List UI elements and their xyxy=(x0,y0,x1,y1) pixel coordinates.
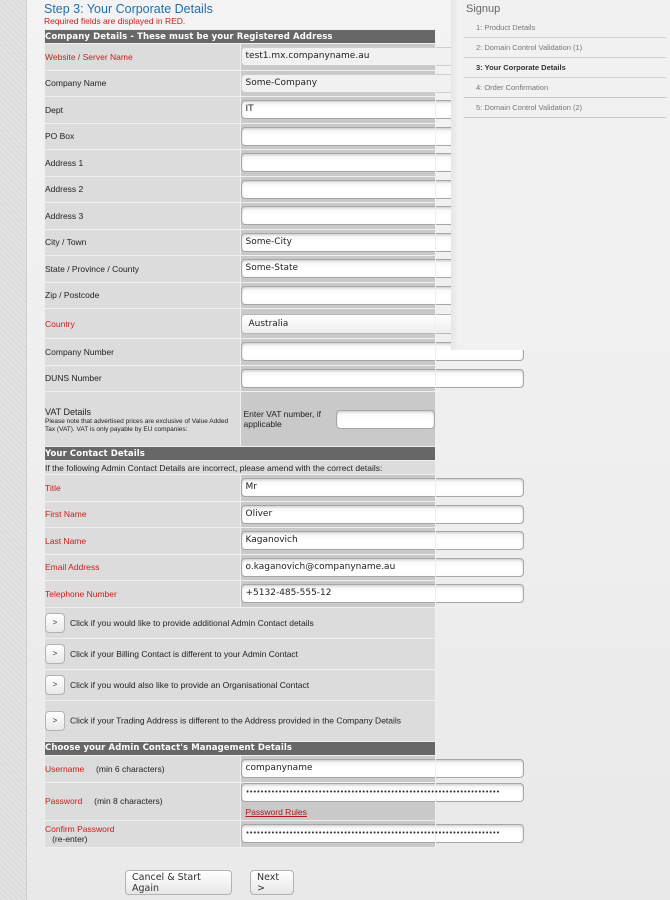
password-field[interactable]: •••••••••••••••••••••••••••••••••••••••••••••••••••••••••••••••••••••• xyxy=(241,783,524,802)
city-field[interactable]: Some-City xyxy=(241,233,524,252)
toggle-billing-text: Click if your Billing Contact is different to your Admin Contact xyxy=(70,648,299,659)
contact-intro-row xyxy=(45,461,436,475)
row-po-box xyxy=(45,123,436,150)
title-label: Title xyxy=(45,475,241,502)
row-company-name xyxy=(45,70,436,97)
state-label: State / Province / County xyxy=(45,256,241,283)
website-field: test1.mx.companyname.au xyxy=(241,47,524,66)
row-email xyxy=(45,554,436,581)
confirm-password-label: Confirm Password xyxy=(45,823,115,834)
expand-billing-contact-button[interactable]: > xyxy=(45,644,65,664)
row-first-name xyxy=(45,501,436,528)
city-label: City / Town xyxy=(45,229,241,256)
row-dept xyxy=(45,97,436,124)
country-select[interactable] xyxy=(241,314,485,334)
cancel-start-again-button[interactable]: Cancel & Start Again xyxy=(125,870,232,895)
password-label: Password xyxy=(45,796,83,806)
row-state xyxy=(45,256,436,283)
po-box-label: PO Box xyxy=(45,123,241,150)
vat-note: Please note that advertised prices are exclusive of Value Added Tax (VAT). VAT is only payable by EU companies: xyxy=(45,418,229,433)
email-label: Email Address xyxy=(45,554,241,581)
company-name-field: Some-Company xyxy=(241,74,524,93)
address-1-label: Address 1 xyxy=(45,150,241,177)
confirm-password-field[interactable]: •••••••••••••••••••••••••••••••••••••••••••••••••••••••••••••••••••••• xyxy=(241,824,524,843)
toggle-organisational-text: Click if you would also like to provide an Organisational Contact xyxy=(70,679,310,690)
sidebar-title: Signup xyxy=(466,3,501,15)
first-name-field[interactable]: Oliver xyxy=(241,505,524,524)
form-actions xyxy=(125,870,294,895)
sidebar-step-domain-validation-2: 5: Domain Control Validation (2) xyxy=(464,98,666,118)
company-section-header: Company Details - These must be your Registered Address xyxy=(45,30,436,44)
dept-label: Dept xyxy=(45,97,241,124)
row-telephone xyxy=(45,581,436,608)
vat-label: VAT Details xyxy=(45,407,92,417)
sidebar-step-product-details: 1: Product Details xyxy=(464,18,666,38)
username-field[interactable]: companyname xyxy=(241,759,524,778)
row-address-3 xyxy=(45,203,436,230)
signup-sidebar xyxy=(451,0,670,350)
row-password xyxy=(45,782,436,820)
row-zip xyxy=(45,282,436,309)
row-confirm-password xyxy=(45,820,436,847)
row-address-1 xyxy=(45,150,436,177)
duns-field[interactable] xyxy=(241,369,524,388)
password-rules-link[interactable]: Password Rules xyxy=(245,806,307,817)
form-table xyxy=(44,29,500,848)
toggle-billing-row xyxy=(45,638,436,669)
expand-additional-admin-button[interactable]: > xyxy=(45,613,65,633)
toggle-organisational-row xyxy=(45,669,436,700)
contact-intro-text: If the following Admin Contact Details are incorrect, please amend with the correct details: xyxy=(45,461,436,475)
username-label: Username xyxy=(45,763,85,774)
company-name-label: Company Name xyxy=(45,70,241,97)
telephone-field[interactable]: +5132-485-555-12 xyxy=(241,584,524,603)
row-title xyxy=(45,475,436,502)
telephone-label: Telephone Number xyxy=(45,581,241,608)
page-title: Step 3: Your Corporate Details xyxy=(44,2,213,16)
row-last-name xyxy=(45,528,436,555)
row-username xyxy=(45,755,436,782)
row-country xyxy=(45,309,436,339)
title-field[interactable]: Mr xyxy=(241,478,524,497)
row-company-number xyxy=(45,339,436,366)
email-field[interactable]: o.kaganovich@companyname.au xyxy=(241,558,524,577)
first-name-label: First Name xyxy=(45,501,241,528)
row-website xyxy=(45,44,436,71)
last-name-field[interactable]: Kaganovich xyxy=(241,531,524,550)
country-selected-value: Australia xyxy=(248,318,289,329)
vat-prompt: Enter VAT number, if applicable xyxy=(243,409,321,429)
toggle-additional-admin-row xyxy=(45,607,436,638)
address-3-label: Address 3 xyxy=(45,203,241,230)
address-2-label: Address 2 xyxy=(45,176,241,203)
row-vat xyxy=(45,392,436,447)
last-name-label: Last Name xyxy=(45,528,241,555)
row-address-2 xyxy=(45,176,436,203)
state-field[interactable]: Some-State xyxy=(241,259,524,278)
country-label: Country xyxy=(45,309,241,339)
row-duns xyxy=(45,365,436,392)
company-number-label: Company Number xyxy=(45,339,241,366)
duns-label: DUNS Number xyxy=(45,365,241,392)
row-city xyxy=(45,229,436,256)
toggle-trading-address-text: Click if your Trading Address is different to the Address provided in the Company Details xyxy=(70,714,402,725)
expand-trading-address-button[interactable]: > xyxy=(45,711,65,731)
contact-section-header: Your Contact Details xyxy=(45,447,436,461)
password-note: (min 8 characters) xyxy=(94,796,163,806)
toggle-trading-address-row xyxy=(45,700,436,741)
sidebar-step-domain-validation-1: 2: Domain Control Validation (1) xyxy=(464,38,666,58)
username-note: (min 6 characters) xyxy=(96,763,165,774)
sidebar-step-corporate-details: 3: Your Corporate Details xyxy=(464,58,666,78)
required-fields-note: Required fields are displayed in RED. xyxy=(44,16,186,26)
left-background-strip xyxy=(0,0,27,900)
zip-label: Zip / Postcode xyxy=(45,282,241,309)
confirm-password-note: (re-enter) xyxy=(52,833,88,844)
website-label: Website / Server Name xyxy=(45,44,241,71)
vat-number-field[interactable] xyxy=(336,410,435,429)
expand-organisational-contact-button[interactable]: > xyxy=(45,675,65,695)
toggle-additional-admin-text: Click if you would like to provide additional Admin Contact details xyxy=(70,617,314,628)
sidebar-step-order-confirmation: 4: Order Confirmation xyxy=(464,78,666,98)
next-button[interactable]: Next > xyxy=(250,870,294,895)
management-section-header: Choose your Admin Contact's Management Details xyxy=(45,741,436,755)
dept-field[interactable]: IT xyxy=(241,100,524,119)
signup-steps-list xyxy=(464,18,666,118)
